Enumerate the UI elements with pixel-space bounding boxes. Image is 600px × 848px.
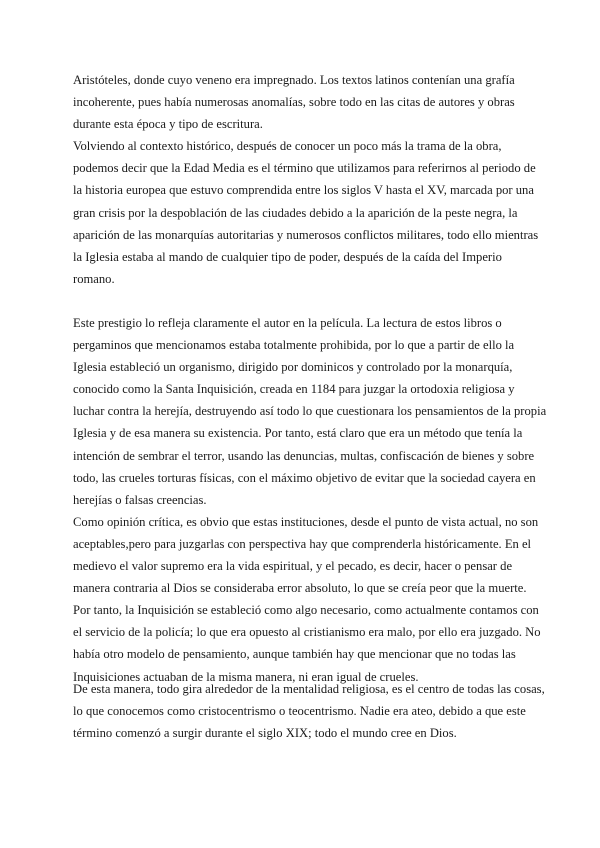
text-line: término comenzó a surgir durante el siglo XIX; todo el mundo cree en Dios. [73,726,457,741]
text-line: pergaminos que mencionamos estaba totalmente prohibida, por lo que a partir de ello la [73,338,515,353]
text-line: Como opinión crítica, es obvio que estas instituciones, desde el punto de vista actual, no son [73,514,539,529]
text-line: Volviendo al contexto histórico, después de conocer un poco más la trama de la obra, [73,139,502,154]
text-line: gran crisis por la despoblación de las ciudades debido a la aparición de la peste negra, la [73,205,518,220]
text-line: intención de sembrar el terror, usando las denuncias, multas, confiscación de bienes y sobre [73,448,535,463]
text-line: Este prestigio lo refleja claramente el autor en la película. La lectura de estos libros o [73,316,502,330]
paragraph-3 [73,678,545,744]
text-line: romano. [73,271,115,286]
text-line: todo, las crueles torturas físicas, con el máximo objetivo de evitar que la sociedad cayera en [73,470,536,485]
text-line: durante esta época y tipo de escritura. [73,117,263,132]
text-line: podemos decir que la Edad Media es el término que utilizamos para referirnos al periodo de [73,161,536,176]
text-line: conocido como la Santa Inquisición, creada en 1184 para juzgar la ortodoxia religiosa y [73,382,515,397]
text-line: Inquisiciones actuaban de la misma manera, ni eran igual de crueles. [73,669,419,684]
text-line: De esta manera, todo gira alrededor de la mentalidad religiosa, es el centro de todas las cosas, [73,682,545,696]
text-line: manera contraria al Dios se consideraba error absoluto, lo que se creía peor que la muerte. [73,581,527,596]
text-line: la Iglesia estaba al mando de cualquier tipo de poder, después de la caída del Imperio [73,249,502,264]
text-line: Iglesia y de esa manera su existencia. Por tanto, está claro que era un método que tenía la [73,426,523,441]
text-line: Aristóteles, donde cuyo veneno era impregnado. Los textos latinos contenían una grafía [73,73,515,87]
paragraph-2 [73,312,547,688]
text-line: lo que conocemos como cristocentrismo o teocentrismo. Nadie era ateo, debido a que este [73,704,526,719]
text-line: incoherente, pues había numerosas anomalías, sobre todo en las citas de autores y obras [73,95,515,110]
paragraph-1 [73,69,539,290]
text-line: Por tanto, la Inquisición se estableció como algo necesario, como actualmente contamos con [73,603,539,618]
text-line: el servicio de la policía; lo que era opuesto al cristianismo era malo, por ello era juzgado. No [73,625,541,640]
text-line: herejías o falsas creencias. [73,492,207,507]
text-line: había otro modelo de pensamiento, aunque también hay que mencionar que no todas las [73,647,516,662]
text-line: la historia europea que estuvo comprendida entre los siglos V hasta el XV, marcada por una [73,183,534,198]
text-line: aparición de las monarquías autoritarias y numerosos conflictos militares, todo ello mientras [73,227,539,242]
text-line: aceptables,pero para juzgarlas con perspectiva hay que comprenderla históricamente. En el [73,536,532,551]
text-line: luchar contra la herejía, destruyendo así todo lo que cuestionara los pensamientos de la propia [73,404,547,419]
text-line: medievo el valor supremo era la vida espiritual, y el pecado, es decir, hacer o pensar de [73,559,513,574]
text-line: Iglesia estableció un organismo, dirigido por dominicos y controlado por la monarquía, [73,360,513,375]
